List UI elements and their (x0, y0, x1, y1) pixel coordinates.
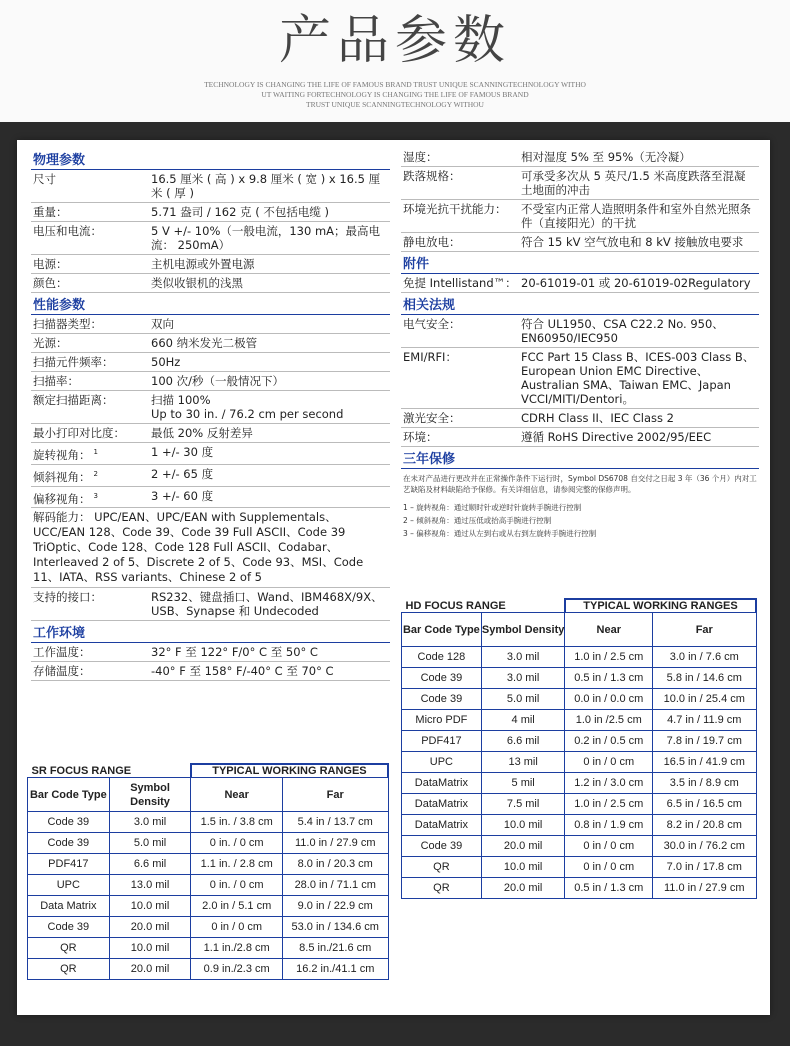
spec-key (33, 224, 151, 252)
spec-value-text: 32° F 至 122° F/0° C 至 50° C (151, 645, 318, 660)
spec-value (151, 489, 390, 506)
table-cell: 4 mil (481, 710, 565, 731)
spec-key-text: 环境： (403, 430, 438, 444)
table-cell: 6.6 mil (481, 731, 565, 752)
spec-value (151, 374, 390, 388)
warranty-text: 在未对产品进行更改并在正常操作条件下运行时，Symbol DS6708 自交付之日起 3 年（36 个月）内对工艺缺陷及材料缺陷给予保修。有关详细信息，请参阅完整的保修声明。 (403, 474, 757, 494)
spec-key (33, 317, 151, 331)
table-cell: 7.5 mil (481, 794, 565, 815)
right-column (401, 148, 759, 540)
spec-key (33, 426, 151, 440)
col-header: Bar Code Type (28, 778, 110, 812)
table-row (402, 689, 757, 710)
spec-key-text: 电气安全： (403, 317, 461, 331)
spec-value (151, 172, 390, 200)
spec-row (31, 424, 390, 443)
table-cell: 0.8 in / 1.9 cm (565, 815, 653, 836)
table-cell: 0.0 in / 0.0 cm (565, 689, 653, 710)
col-header: Far (653, 613, 756, 647)
spec-key-text: 偏移视角： (33, 491, 91, 506)
spec-value (151, 645, 390, 659)
table-cell: 13.0 mil (109, 875, 191, 896)
hd-table-group-header: TYPICAL WORKING RANGES (565, 599, 756, 613)
spec-key (33, 445, 151, 462)
table-row (402, 836, 757, 857)
page-header (0, 0, 790, 122)
spec-value-text: 50Hz (151, 355, 181, 369)
spec-value-text: 遵循 RoHS Directive 2002/95/EEC (521, 430, 712, 444)
table-cell: 11.0 in / 27.9 cm (653, 878, 756, 899)
spec-key (403, 276, 521, 290)
table-row (402, 794, 757, 815)
spec-row (31, 391, 390, 424)
table-cell: 0 in. / 0 cm (191, 875, 283, 896)
section-physical: 物理参数 (31, 148, 390, 170)
table-cell: 3.0 mil (481, 647, 565, 668)
spec-key (33, 664, 151, 678)
table-row (402, 710, 757, 731)
spec-key (33, 336, 151, 350)
spec-key (33, 257, 151, 271)
spec-key-text: 光源： (33, 336, 68, 350)
spec-value-text: 不受室内正常人造照明条件和室外自然光照条件（直接阳光）的干扰 (521, 202, 751, 230)
spec-key (403, 235, 521, 249)
spec-value-text: 扫描 100% (151, 393, 211, 407)
spec-value (151, 355, 390, 369)
spec-value-text: 1 +/- 30 度 (151, 445, 214, 459)
table-cell: 5 mil (481, 773, 565, 794)
spec-value (151, 426, 390, 440)
table-row (402, 668, 757, 689)
spec-key (33, 489, 151, 506)
table-row (28, 875, 389, 896)
spec-key (33, 467, 151, 484)
spec-value-text: 5 V +/- 10%（一般电流，130 mA；最高电流： 250mA） (151, 224, 381, 252)
col-header: Near (191, 778, 283, 812)
spec-value (521, 235, 759, 249)
table-cell: 1.0 in / 2.5 cm (565, 794, 653, 815)
table-cell: Code 39 (28, 917, 110, 938)
spec-key: 支持的接口： (33, 590, 102, 605)
table-cell: 7.0 in / 17.8 cm (653, 857, 756, 878)
table-cell: 3.5 in / 8.9 cm (653, 773, 756, 794)
table-cell: 20.0 mil (481, 836, 565, 857)
spec-key (403, 350, 521, 406)
spec-value-text: 3 +/- 60 度 (151, 488, 214, 503)
spec-row (401, 233, 759, 252)
spec-row (401, 348, 759, 409)
spec-key (403, 150, 521, 164)
spec-key-text: 扫描率： (33, 374, 79, 388)
table-cell: QR (402, 857, 482, 878)
spec-value-text: 660 纳米发光二极管 (151, 336, 258, 350)
table-cell: 3.0 mil (109, 812, 191, 833)
spec-row (401, 274, 759, 293)
table-cell: PDF417 (28, 854, 110, 875)
spec-value: RS232、键盘插口、Wand、IBM468X/9X、USB、Synapse 和 Undecoded (151, 590, 383, 619)
spec-row (31, 222, 390, 255)
table-cell: 20.0 mil (109, 917, 191, 938)
table-row (402, 815, 757, 836)
spec-key (33, 645, 151, 659)
spec-key (33, 355, 151, 369)
spec-value (521, 317, 759, 345)
spec-key-text: 跌落规格： (403, 169, 461, 183)
tagline (0, 80, 790, 110)
table-cell: 4.7 in / 11.9 cm (653, 710, 756, 731)
table-cell: 5.0 mil (109, 833, 191, 854)
section-regulatory: 相关法规 (401, 293, 759, 315)
spec-key (33, 172, 151, 200)
left-column (31, 148, 390, 681)
table-cell: 1.5 in. / 3.8 cm (191, 812, 283, 833)
table-cell: 0 in / 0 cm (565, 836, 653, 857)
table-row (402, 878, 757, 899)
spec-row (401, 428, 759, 447)
spec-key (403, 317, 521, 345)
table-cell: Code 39 (402, 689, 482, 710)
table-cell: 1.1 in. / 2.8 cm (191, 854, 283, 875)
table-cell: 13 mil (481, 752, 565, 773)
table-cell: 5.8 in / 14.6 cm (653, 668, 756, 689)
spec-value-text: 符合 15 kV 空气放电和 8 kV 接触放电要求 (521, 235, 744, 249)
hd-table-title: HD FOCUS RANGE (405, 599, 506, 612)
table-row (28, 896, 389, 917)
spec-row (401, 200, 759, 233)
table-cell: 7.8 in / 19.7 cm (653, 731, 756, 752)
spec-key-text: 电源： (33, 257, 68, 271)
table-cell: 53.0 in / 134.6 cm (282, 917, 388, 938)
table-cell: 10.0 mil (481, 815, 565, 836)
footnote: 1 – 旋转视角：通过顺时针或逆时针旋转手腕进行控制 (403, 503, 582, 512)
footnote-marker: 3 (93, 491, 98, 500)
spec-value (521, 150, 759, 164)
spec-value (521, 276, 759, 290)
table-cell: 1.1 in./2.8 cm (191, 938, 283, 959)
table-cell: Code 39 (402, 668, 482, 689)
table-cell: 30.0 in / 76.2 cm (653, 836, 756, 857)
spec-value (151, 317, 390, 331)
col-header: Symbol Density (481, 613, 565, 647)
table-cell: 20.0 mil (109, 959, 191, 980)
table-cell: Data Matrix (28, 896, 110, 917)
col-header: Symbol Density (109, 778, 191, 812)
table-row (402, 647, 757, 668)
table-cell: Micro PDF (402, 710, 482, 731)
table-cell: 0 in / 0 cm (565, 752, 653, 773)
section-warranty: 三年保修 (401, 447, 759, 469)
table-cell: 9.0 in / 22.9 cm (282, 896, 388, 917)
tagline-line: UT WAITING FORTECHNOLOGY IS CHANGING THE LIFE OF FAMOUS BRAND (261, 90, 529, 99)
spec-value (151, 276, 390, 290)
col-header: Near (565, 613, 653, 647)
spec-key (403, 169, 521, 197)
spec-value-text: 2 +/- 65 度 (151, 466, 214, 481)
footnote-marker: 1 (93, 448, 98, 456)
table-cell: 10.0 mil (109, 896, 191, 917)
spec-key-text: 倾斜视角： (33, 469, 91, 484)
sr-table-title: SR FOCUS RANGE (31, 764, 132, 777)
spec-value-text: 20-61019-01 或 20-61019-02Regulatory (521, 276, 751, 290)
spec-value-text: CDRH Class II、IEC Class 2 (521, 411, 674, 425)
spec-key-text: 扫描器类型： (33, 317, 102, 331)
spec-key-text: 激光安全： (403, 411, 461, 425)
table-cell: 1.0 in /2.5 cm (565, 710, 653, 731)
spec-row (31, 643, 390, 662)
table-cell: 8.5 in./21.6 cm (282, 938, 388, 959)
spec-value (521, 202, 759, 230)
table-cell: 10.0 mil (109, 938, 191, 959)
table-cell: 0.9 in./2.3 cm (191, 959, 283, 980)
table-cell: DataMatrix (402, 794, 482, 815)
table-cell: 8.2 in / 20.8 cm (653, 815, 756, 836)
spec-value-text: 最低 20% 反射差异 (151, 426, 253, 440)
spec-row (31, 170, 390, 203)
spec-value (151, 664, 390, 678)
spec-row (401, 409, 759, 428)
table-cell: 0 in / 0 cm (191, 917, 283, 938)
spec-value-text: 类似收银机的浅黑 (151, 276, 243, 290)
table-row (28, 854, 389, 875)
table-row (28, 917, 389, 938)
table-cell: PDF417 (402, 731, 482, 752)
spec-value (151, 467, 390, 484)
spec-row (31, 372, 390, 391)
spec-key (33, 393, 151, 421)
spec-key-text: 静电放电： (403, 235, 461, 249)
spec-key-text: EMI/RFI： (403, 350, 457, 364)
spec-key-text: 额定扫描距离： (33, 393, 114, 407)
spec-row (31, 662, 390, 681)
sr-focus-range-table (27, 763, 389, 980)
section-performance: 性能参数 (31, 293, 390, 315)
table-row (402, 731, 757, 752)
spec-row (31, 353, 390, 372)
table-row (28, 812, 389, 833)
table-cell: 0.5 in / 1.3 cm (565, 668, 653, 689)
table-cell: 0.2 in / 0.5 cm (565, 731, 653, 752)
table-cell: DataMatrix (402, 773, 482, 794)
table-row (402, 752, 757, 773)
spec-row (31, 334, 390, 353)
spec-key-text: 最小打印对比度： (33, 426, 125, 440)
spec-key (403, 430, 521, 444)
table-cell: 0 in / 0 cm (565, 857, 653, 878)
spec-value (521, 169, 759, 197)
spec-value (151, 445, 390, 462)
spec-value-text: 100 次/秒（一般情况下） (151, 374, 284, 388)
table-cell: 11.0 in / 27.9 cm (282, 833, 388, 854)
table-cell: 10.0 in / 25.4 cm (653, 689, 756, 710)
table-row (28, 959, 389, 980)
spec-row (401, 148, 759, 167)
spec-value (521, 350, 759, 406)
spec-value (521, 411, 759, 425)
table-cell: DataMatrix (402, 815, 482, 836)
spec-key-text: 湿度： (403, 150, 438, 164)
spec-value (151, 257, 390, 271)
spec-value-text: 符合 UL1950、CSA C22.2 No. 950、EN60950/IEC950 (521, 317, 724, 345)
table-cell: 0 in. / 0 cm (191, 833, 283, 854)
table-cell: 6.6 mil (109, 854, 191, 875)
table-cell: UPC (28, 875, 110, 896)
footnote: 3 – 偏移视角：通过从左到右或从右到左旋转手腕进行控制 (403, 529, 597, 538)
spec-key-text: 扫描元件频率： (33, 355, 114, 369)
spec-key-text: 重量： (33, 205, 68, 219)
col-header: Bar Code Type (402, 613, 482, 647)
table-cell: QR (28, 938, 110, 959)
table-cell: 5.4 in / 13.7 cm (282, 812, 388, 833)
table-row (28, 938, 389, 959)
footnote-marker: 2 (93, 469, 98, 478)
spec-key (403, 411, 521, 425)
spec-value-text: 5.71 盎司 / 162 克 ( 不包括电缆 ) (151, 205, 329, 219)
spec-value-text: 主机电源或外置电源 (151, 257, 255, 271)
spec-key-text: 免提 Intellistand™： (403, 276, 517, 290)
table-cell: 3.0 in / 7.6 cm (653, 647, 756, 668)
spec-value-text: 可承受多次从 5 英尺/1.5 米高度跌落至混凝土地面的冲击 (521, 169, 746, 197)
table-cell: QR (402, 878, 482, 899)
table-cell: Code 128 (402, 647, 482, 668)
spec-value-text: 双向 (151, 317, 174, 331)
table-row (28, 833, 389, 854)
spec-key (33, 374, 151, 388)
decode-capability: 解码能力： UPC/EAN、UPC/EAN with Supplementals、UCC/EAN 128、Code 39、Code 39 Full ASCII、Code 39 TriOptic、Code 128、Code 128 Full ASCII、Codabar、Interleaved 2 of 5、Discrete 2 of 5、Code 93、MSI、Code 11、IATA、RSS variants、Chinese 2 of 5 (31, 508, 390, 588)
table-cell: 16.5 in / 41.9 cm (653, 752, 756, 773)
spec-row (401, 167, 759, 200)
spec-value (151, 336, 390, 350)
footnotes (401, 495, 759, 540)
table-cell: Code 39 (28, 812, 110, 833)
spec-value-text: 16.5 厘米 ( 高 ) x 9.8 厘米 ( 宽 ) x 16.5 厘米 ( 厚 ) (151, 172, 381, 200)
table-cell: Code 39 (402, 836, 482, 857)
spec-key-text: 环境光抗干扰能力： (403, 202, 507, 216)
table-cell: QR (28, 959, 110, 980)
spec-key-text: 颜色： (33, 276, 68, 290)
spec-value (151, 205, 390, 219)
table-cell: 1.2 in / 3.0 cm (565, 773, 653, 794)
spec-key-text: 尺寸 (33, 172, 56, 186)
table-cell: 8.0 in / 20.3 cm (282, 854, 388, 875)
footnote: 2 – 倾斜视角：通过压低或抬高手腕进行控制 (403, 516, 552, 525)
table-cell: Code 39 (28, 833, 110, 854)
spec-value (521, 430, 759, 444)
spec-row (31, 255, 390, 274)
table-cell: 1.0 in / 2.5 cm (565, 647, 653, 668)
table-row (402, 773, 757, 794)
spec-value-text: 相对湿度 5% 至 95%（无冷凝） (521, 150, 691, 164)
table-cell: UPC (402, 752, 482, 773)
table-cell: 5.0 mil (481, 689, 565, 710)
table-cell: 2.0 in / 5.1 cm (191, 896, 283, 917)
table-cell: 10.0 mil (481, 857, 565, 878)
spec-sheet (17, 140, 770, 1015)
spec-value (151, 224, 390, 252)
spec-row (31, 203, 390, 222)
spec-row (31, 443, 390, 465)
spec-row (31, 315, 390, 334)
page-title: 产品参数 (278, 11, 511, 71)
spec-value-text: Up to 30 in. / 76.2 cm per second (151, 407, 344, 421)
table-cell: 20.0 mil (481, 878, 565, 899)
spec-value-text: FCC Part 15 Class B、ICES-003 Class B、European Union EMC Directive、Australian SMA、Taiwan EMC、Japan VCCI/MITI/Dentori。 (521, 350, 755, 406)
tagline-line: TECHNOLOGY IS CHANGING THE LIFE OF FAMOUS BRAND TRUST UNIQUE SCANNINGTECHNOLOGY WITHO (204, 80, 586, 89)
hd-focus-range-table (401, 598, 757, 899)
spec-row (31, 487, 390, 509)
spec-key-text: 存储温度： (33, 664, 91, 679)
table-cell: 6.5 in / 16.5 cm (653, 794, 756, 815)
table-row (402, 857, 757, 878)
tagline-line: TRUST UNIQUE SCANNINGTECHNOLOGY WITHOU (306, 100, 484, 109)
spec-value-text: -40° F 至 158° F/-40° C 至 70° C (151, 664, 334, 679)
col-header: Far (282, 778, 388, 812)
spec-key-text: 工作温度： (33, 645, 91, 660)
spec-key (33, 276, 151, 290)
spec-row-interface (31, 588, 390, 621)
table-cell: 0.5 in / 1.3 cm (565, 878, 653, 899)
spec-key (33, 205, 151, 219)
sr-table-group-header: TYPICAL WORKING RANGES (191, 764, 388, 778)
spec-key-text: 旋转视角： (33, 447, 91, 462)
table-cell: 16.2 in./41.1 cm (282, 959, 388, 980)
spec-row (401, 315, 759, 348)
spec-key-text: 电压和电流： (33, 224, 102, 238)
spec-row (31, 465, 390, 487)
spec-key (403, 202, 521, 230)
spec-value (151, 393, 390, 421)
section-accessories: 附件 (401, 252, 759, 274)
section-environment: 工作环境 (31, 621, 390, 643)
spec-row (31, 274, 390, 293)
table-cell: 28.0 in / 71.1 cm (282, 875, 388, 896)
table-cell: 3.0 mil (481, 668, 565, 689)
